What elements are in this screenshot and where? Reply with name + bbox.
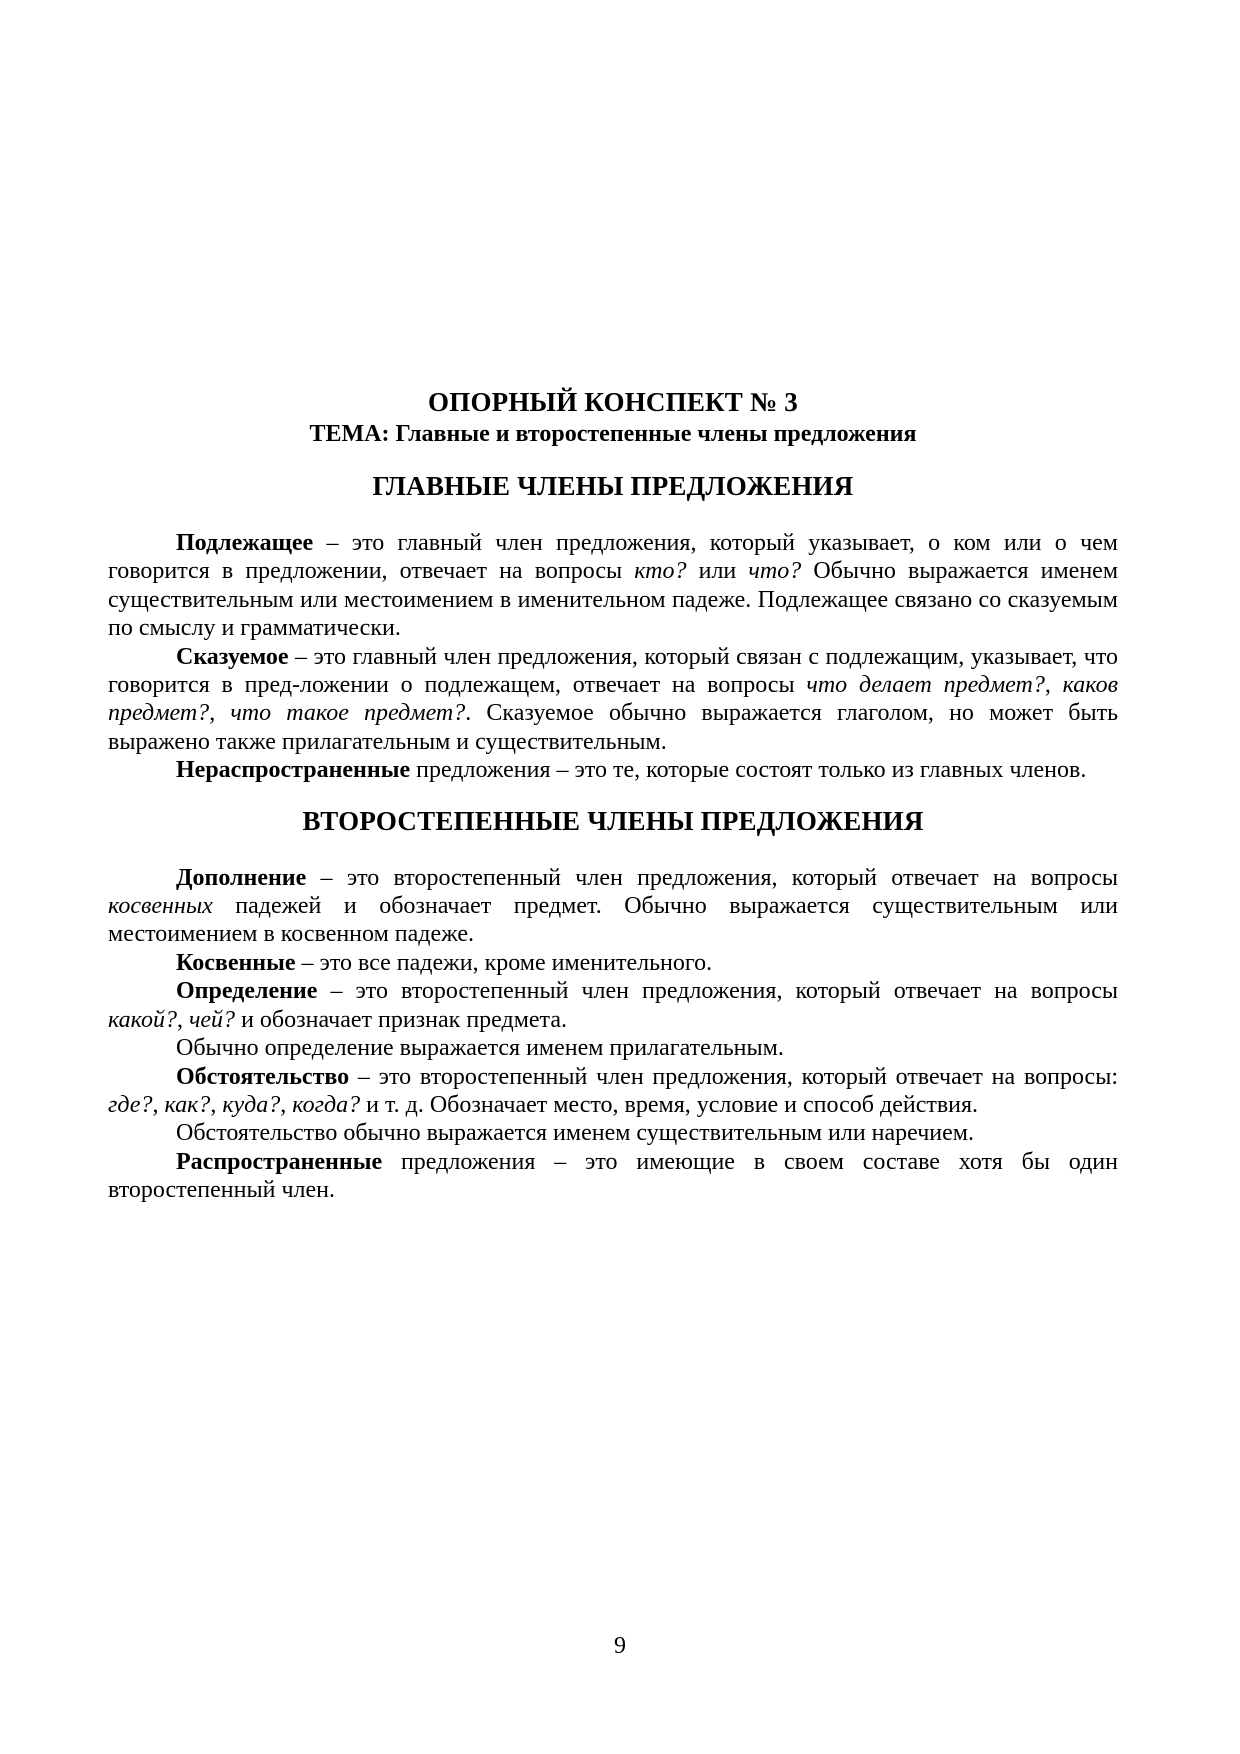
page-number: 9 [614,1633,626,1659]
text-run: предложения – это имеющие в своем составе хотя бы один второстепенный член. [108,1148,1118,1204]
page-content [108,386,1118,1205]
text-run: , [280,1091,293,1118]
text-run: и обозначает признак предмета. [235,1006,567,1033]
question-word-italic: какой? [108,1006,177,1033]
paragraph [108,529,1118,643]
term-bold: Распространенные [176,1148,383,1175]
question-word-italic: что? [748,558,802,585]
question-word-italic: как? [164,1091,211,1118]
paragraph [108,1119,1118,1147]
term-bold: Сказуемое [176,643,289,670]
text-run: падежей и обозначает предмет. Обычно выражается существительным или местоимением в косвенном падеже. [108,893,1118,948]
section-heading-secondary-members: ВТОРОСТЕПЕННЫЕ ЧЛЕНЫ ПРЕДЛОЖЕНИЯ [302,805,924,836]
question-word-italic: чей? [188,1006,236,1033]
text-run: , [152,1091,165,1118]
text-run: , [176,1006,189,1033]
text-run: – это главный член предложения, который указывает, о ком или о чем говорится в предложении, отвечает на вопросы [108,530,1118,585]
text-run: – это второстепенный член предложения, который отвечает на вопросы: [349,1063,1118,1090]
term-bold: Нераспространенные [176,757,411,784]
paragraph [108,864,1118,949]
text-run: , [209,700,231,727]
term-bold: Косвенные [176,949,296,976]
paragraph [108,977,1118,1034]
term-bold: Обстоятельство [176,1063,350,1090]
section-secondary-members [108,805,1118,1205]
section-heading-main-members: ГЛАВНЫЕ ЧЛЕНЫ ПРЕДЛОЖЕНИЯ [372,471,854,501]
question-word-italic: куда? [222,1091,281,1118]
question-word-italic: каков предмет? [108,672,1119,727]
paragraph [108,643,1118,757]
text-run: – это главный член предложения, который связан с подлежащим, указывает, что говорится в пред-ложении о подлежащем, отвечает на вопросы [108,643,1118,699]
text-run: , [210,1091,223,1118]
question-word-italic: когда? [292,1091,361,1118]
section-body-main-members [108,529,1118,785]
document-title: ОПОРНЫЙ КОНСПЕКТ № 3 [428,387,798,417]
document-subtitle: ТЕМА: Главные и второстепенные члены предложения [309,421,917,447]
text-run: – это все падежи, кроме именительного. [295,949,713,976]
question-word-italic: что такое предмет? [230,700,466,727]
text-run: Обстоятельство обычно выражается именем существительным или наречием. [176,1120,974,1147]
text-run: Обычно выражается именем существительным или местоимением в именительном падеже. Подлежащее связано со сказуемым по смыслу и грамматически. [108,558,1119,642]
paragraph [108,1148,1118,1205]
text-run: или [686,558,749,585]
page-footer [0,1632,1240,1660]
paragraph [108,1034,1118,1062]
section-body-secondary-members [108,864,1118,1205]
text-run: предложения – это те, которые состоят только из главных членов. [410,757,1087,784]
term-bold: Дополнение [176,864,307,891]
question-word-italic: кто? [634,558,687,585]
question-word-italic: где? [108,1091,153,1118]
text-run: . Сказуемое обычно выражается глаголом, но может быть выражено также прилагательным и существительным. [108,700,1119,755]
paragraph [108,949,1118,977]
text-run: , [1044,672,1063,699]
text-run: – это второстепенный член предложения, который отвечает на вопросы [306,864,1118,891]
paragraph [108,756,1118,784]
paragraph [108,1063,1118,1120]
text-run: и т. д. Обозначает место, время, условие и способ действия. [360,1091,979,1118]
text-run: Обычно определение выражается именем прилагательным. [176,1035,784,1062]
term-bold: Определение [176,978,318,1005]
question-word-italic: что делает предмет? [806,672,1045,699]
document-header [108,386,1118,450]
section-main-members [108,470,1118,785]
term-bold: Подлежащее [176,530,314,556]
question-word-italic: косвенных [108,893,213,920]
text-run: – это второстепенный член предложения, который отвечает на вопросы [317,978,1118,1005]
